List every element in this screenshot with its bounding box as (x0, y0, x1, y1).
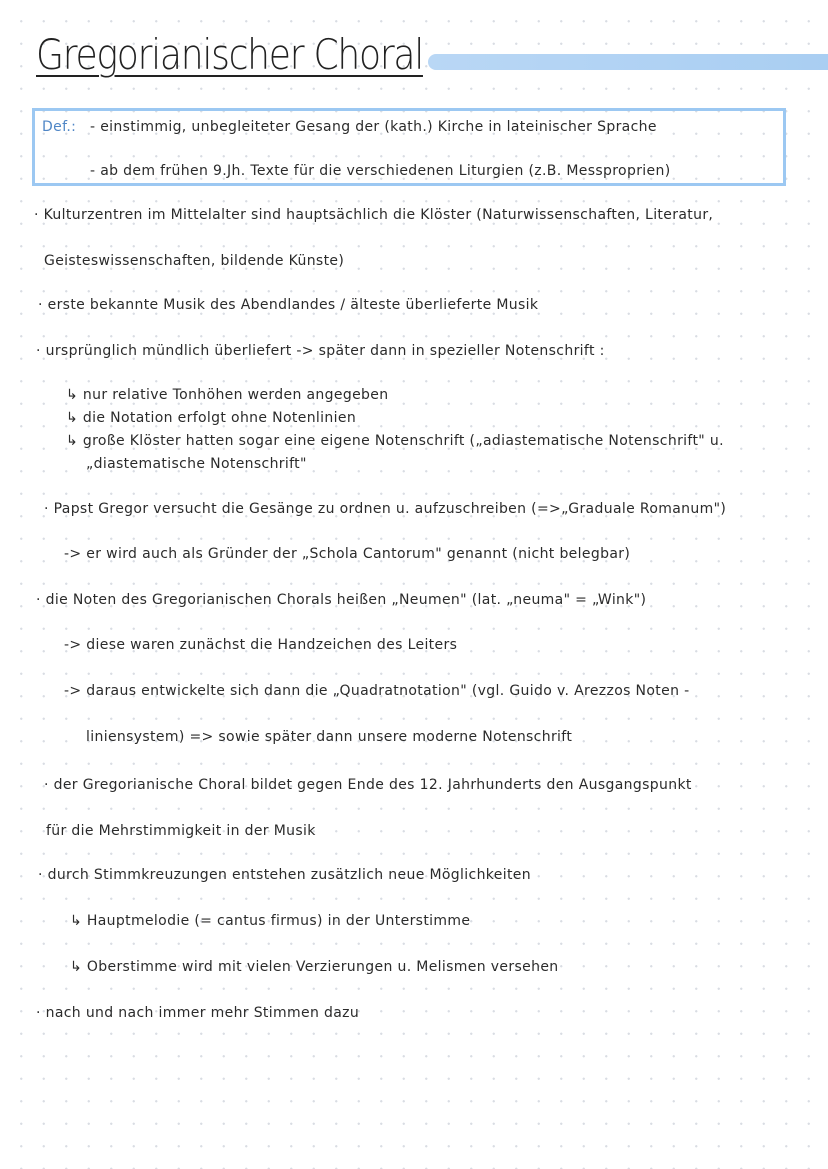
note-line: · nach und nach immer mehr Stimmen dazu (36, 1005, 360, 1021)
title-highlight-bar (428, 54, 828, 70)
definition-line-1: - einstimmig, unbegleiteter Gesang der (kath.) Kirche in lateinischer Sprache (90, 119, 657, 135)
note-subline: ↳ große Klöster hatten sogar eine eigene Notenschrift („adiastematische Notenschrift" u. (66, 433, 724, 449)
note-subline: ↳ Hauptmelodie (= cantus firmus) in der Unterstimme (70, 913, 471, 929)
note-line: · der Gregorianische Choral bildet gegen Ende des 12. Jahrhunderts den Ausgangspunkt (44, 777, 692, 793)
note-line: · erste bekannte Musik des Abendlandes / älteste überlieferte Musik (38, 297, 539, 313)
note-line: · Papst Gregor versucht die Gesänge zu ordnen u. aufzuschreiben (=>„Graduale Romanum") (44, 501, 727, 517)
note-subline: ↳ nur relative Tonhöhen werden angegeben (66, 387, 389, 403)
note-subline: -> diese waren zunächst die Handzeichen des Leiters (64, 637, 458, 653)
note-subline: ↳ die Notation erfolgt ohne Notenlinien (66, 410, 357, 426)
note-line: · die Noten des Gregorianischen Chorals heißen „Neumen" (lat. „neuma" = „Wink") (36, 592, 647, 608)
note-subline: liniensystem) => sowie später dann unsere moderne Notenschrift (86, 729, 573, 745)
page-title: Gregorianischer Choral (36, 30, 423, 79)
definition-line-2: - ab dem frühen 9.Jh. Texte für die verschiedenen Liturgien (z.B. Messproprien) (90, 163, 671, 179)
note-subline: -> daraus entwickelte sich dann die „Quadratnotation" (vgl. Guido v. Arezzos Noten - (64, 683, 690, 699)
note-subline: -> er wird auch als Gründer der „Schola Cantorum" genannt (nicht belegbar) (64, 546, 631, 562)
note-line: Geisteswissenschaften, bildende Künste) (44, 253, 345, 269)
note-subline: ↳ Oberstimme wird mit vielen Verzierungen u. Melismen versehen (70, 959, 559, 975)
note-line: · ursprünglich mündlich überliefert -> später dann in spezieller Notenschrift : (36, 343, 605, 359)
note-line: · durch Stimmkreuzungen entstehen zusätzlich neue Möglichkeiten (38, 867, 531, 883)
definition-label: Def.: (42, 119, 77, 135)
note-line: für die Mehrstimmigkeit in der Musik (46, 823, 316, 839)
note-line: · Kulturzentren im Mittelalter sind hauptsächlich die Klöster (Naturwissenschaften, Literatur, (34, 207, 714, 223)
note-subline: „diastematische Notenschrift" (86, 456, 307, 472)
